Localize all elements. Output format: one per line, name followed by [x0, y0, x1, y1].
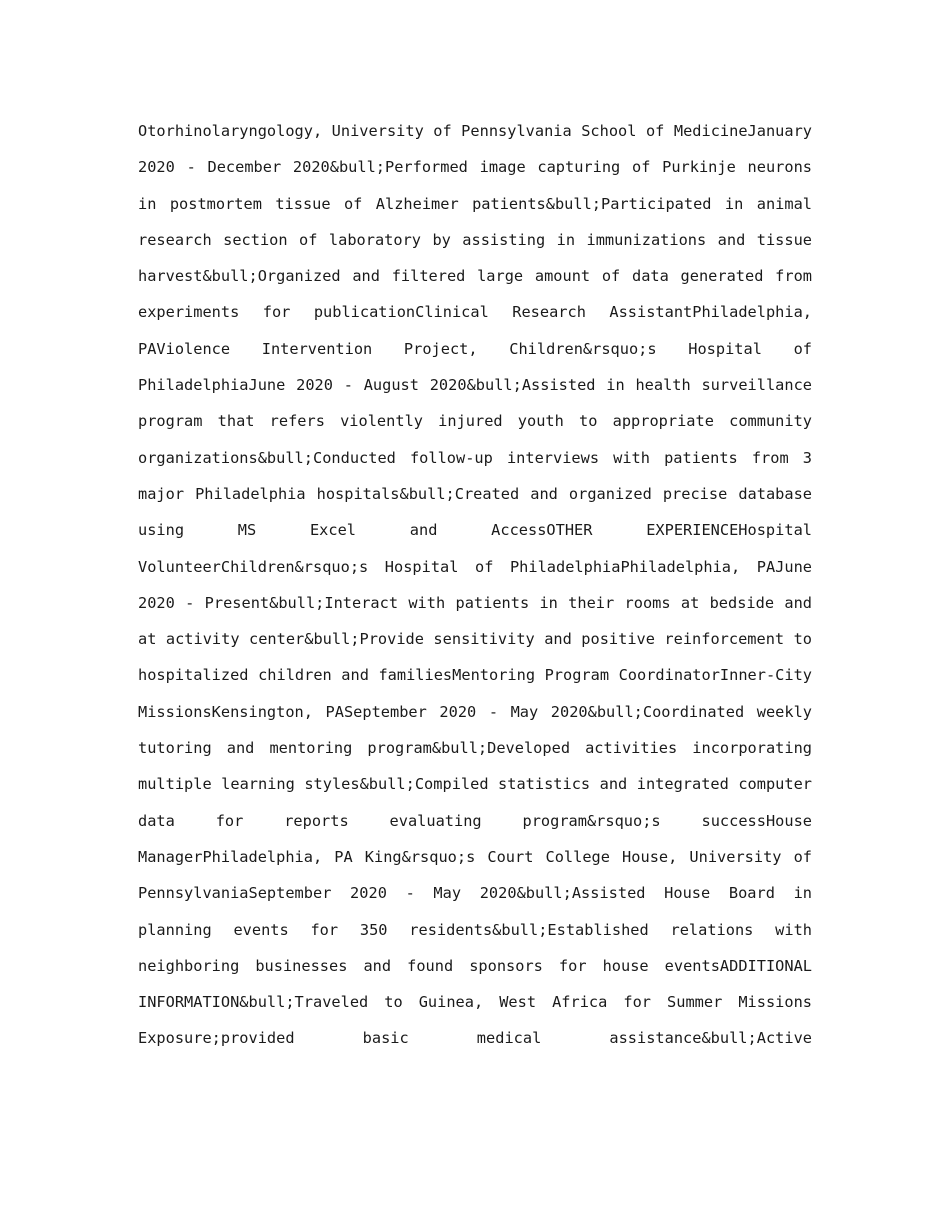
resume-body-text: Otorhinolaryngology, University of Pennsylvania School of MedicineJanuary 2020 - December 2020&bull;Performed image capturing of Purkinje neurons in postmortem tissue of Alzheimer patients&bull;Participated in animal research section of laboratory by assisting in immunizations and tissue harvest&bull;Organized and filtered large amount of data generated from experiments for publicationClinical Research AssistantPhiladelphia, PAViolence Intervention Project, Children&rsquo;s Hospital of PhiladelphiaJune 2020 - August 2020&bull;Assisted in health surveillance program that refers violently injured youth to appropriate community organizations&bull;Conducted follow-up interviews with patients from 3 major Philadelphia hospitals&bull;Created and organized precise database using MS Excel and AccessOTHER EXPERIENCEHospital VolunteerChildren&rsquo;s Hospital of PhiladelphiaPhiladelphia, PAJune 2020 - Present&bull;Interact with patients in their rooms at bedside and at activity center&bull;Provide sensitivity and positive reinforcement to hospitalized children and familiesMentoring Program CoordinatorInner-City MissionsKensington, PASeptember 2020 - May 2020&bull;Coordinated weekly tutoring and mentoring program&bull;Developed activities incorporating multiple learning styles&bull;Compiled statistics and integrated computer data for reports evaluating program&rsquo;s successHouse ManagerPhiladelphia, PA King&rsquo;s Court College House, University of PennsylvaniaSeptember 2020 - May 2020&bull;Assisted House Board in planning events for 350 residents&bull;Established relations with neighboring businesses and found sponsors for house eventsADDITIONAL INFORMATION&bull;Traveled to Guinea, West Africa for Summer Missions Exposure;provided basic medical assistance&bull;Active: [138, 122, 812, 1048]
